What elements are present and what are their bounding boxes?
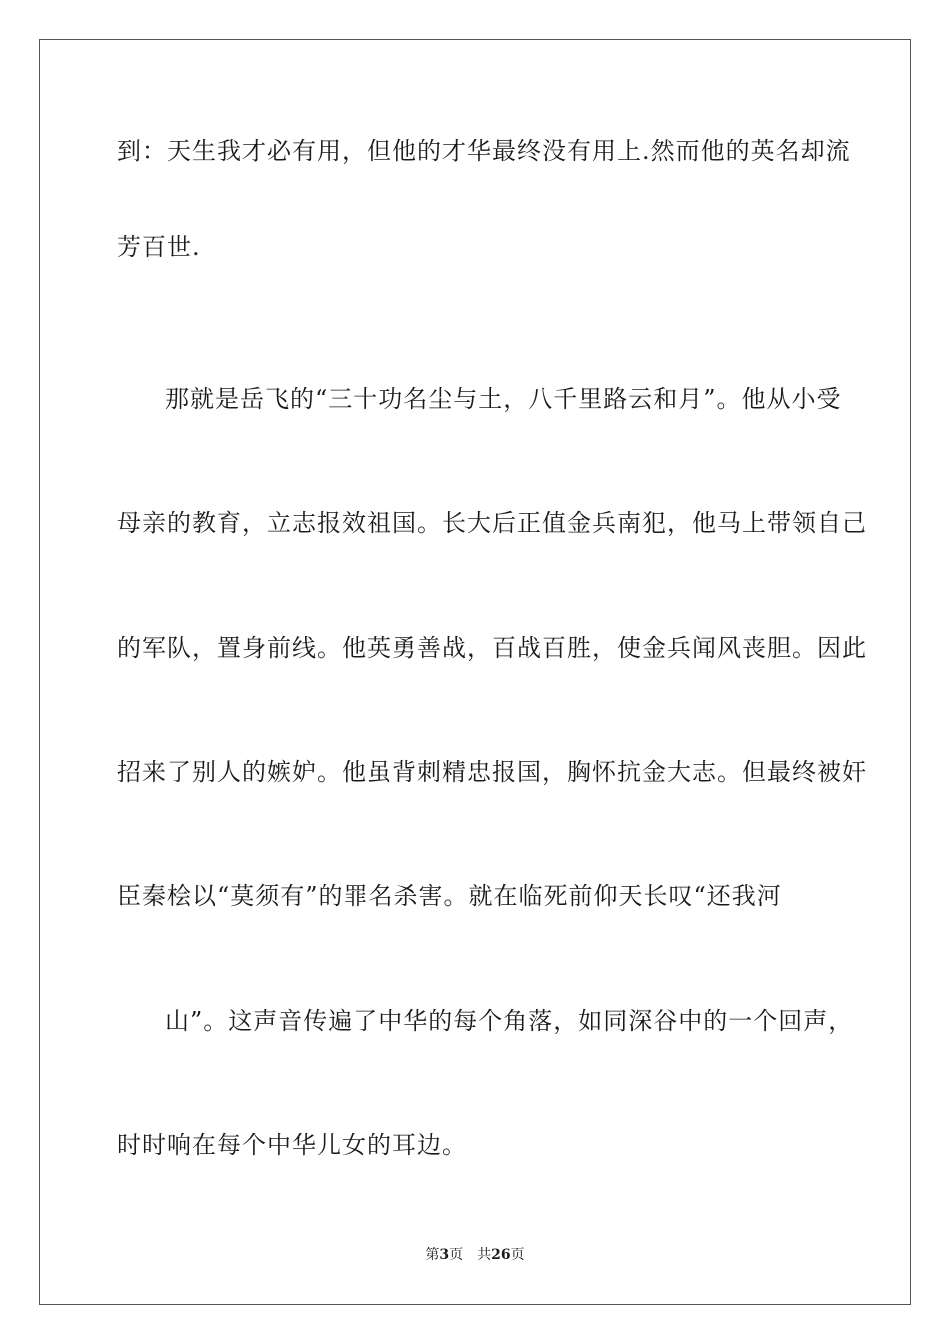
paragraph-line: 山”。这声音传遍了中华的每个角落，如同深谷中的一个回声， (165, 1007, 854, 1035)
page-border (39, 39, 911, 1305)
page-prefix: 第 (425, 1247, 440, 1263)
paragraph-line: 臣秦桧以“莫须有”的罪名杀害。就在临死前仰天长叹“还我河 (117, 882, 782, 910)
paragraph-line: 母亲的教育，立志报效祖国。长大后正值金兵南犯，他马上带领自己 (117, 509, 867, 537)
total-suffix: 页 (510, 1247, 525, 1263)
total-prefix: 共 (477, 1247, 492, 1263)
paragraph-line: 招来了别人的嫉妒。他虽背刺精忠报国，胸怀抗金大志。但最终被奸 (117, 758, 867, 786)
page-footer (0, 1246, 950, 1264)
paragraph-line: 那就是岳飞的“三十功名尘与土，八千里路云和月”。他从小受 (165, 385, 842, 413)
page-suffix: 页 (449, 1247, 464, 1263)
page-total: 26 (491, 1247, 511, 1263)
paragraph-line: 到：天生我才必有用，但他的才华最终没有用上.然而他的英名却流 (117, 137, 851, 165)
paragraph-line: 芳百世. (117, 233, 201, 261)
page-current: 3 (439, 1247, 450, 1263)
paragraph-line: 的军队，置身前线。他英勇善战，百战百胜，使金兵闻风丧胆。因此 (117, 634, 867, 662)
paragraph-line: 时时响在每个中华儿女的耳边。 (117, 1131, 467, 1159)
